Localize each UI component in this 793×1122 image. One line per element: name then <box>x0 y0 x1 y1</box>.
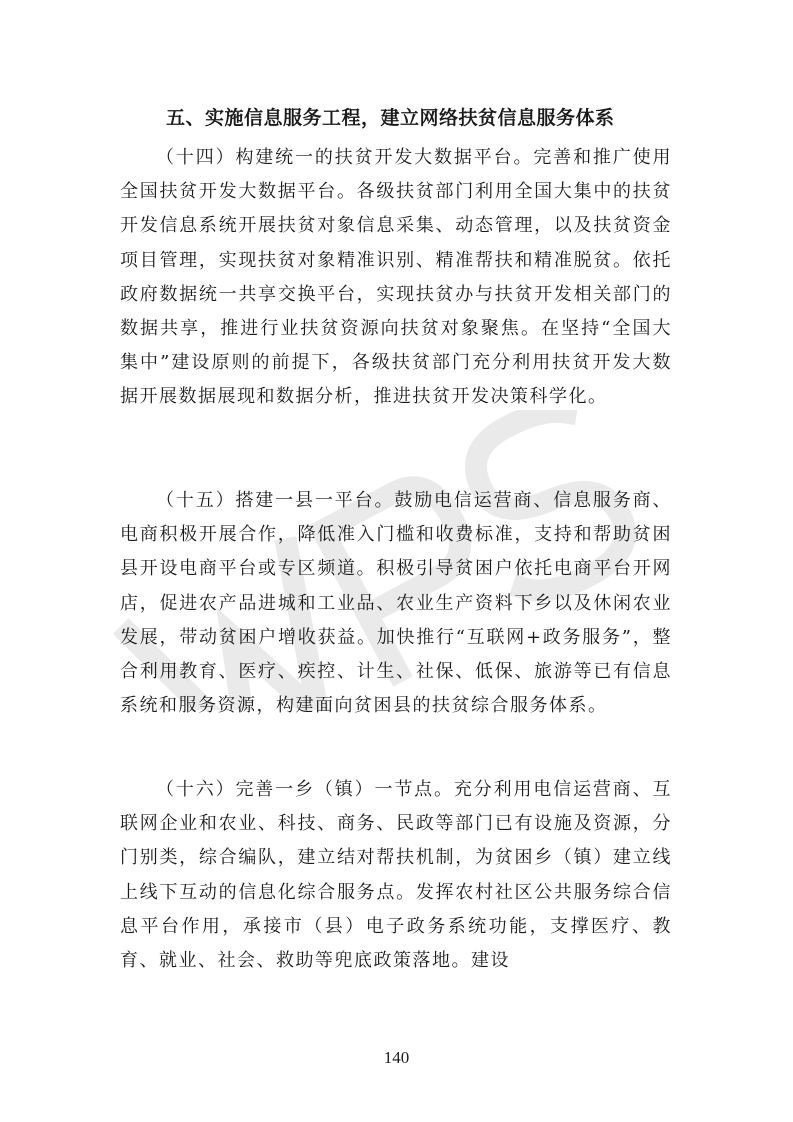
page-number: 140 <box>383 1048 410 1067</box>
paragraph-15 <box>120 484 672 723</box>
paragraph-14-body: 完善和推广使用全国扶贫开发大数据平台。各级扶贫部门利用全国大集中的扶贫开发信息系统开展扶贫对象信息采集、动态管理，以及扶贫资金项目管理，实现扶贫对象精准识别、精准帮扶和精准脱贫。依托政府数据统一共享交换平台，实现扶贫办与扶贫开发相关部门的数据共享，推进行业扶贫资源向扶贫对象聚焦。在坚持“全国大集中”建设原则的前提下，各级扶贫部门充分利用扶贫开发大数据开展数据展现和数据分析，推进扶贫开发决策科学化。 <box>120 147 673 408</box>
paragraph-15-body: 鼓励电信运营商、信息服务商、电商积极开展合作，降低准入门槛和收费标准，支持和帮助贫困县开设电商平台或专区频道。积极引导贫困户依托电商平台开网店，促进农产品进城和工业品、农业生产资料下乡以及休闲农业发展，带动贫困户增收获益。加快推行“互联网+政务服务”，整合利用教育、医疗、疾控、计生、社保、低保、旅游等已有信息系统和服务资源，构建面向贫困县的扶贫综合服务体系。 <box>120 490 673 717</box>
paragraph-14-lead: （十四）构建统一的扶贫开发大数据平台。 <box>156 147 534 168</box>
paragraph-16-body: 充分利用电信运营商、互联网企业和农业、科技、商务、民政等部门已有设施及资源，分门别类，综合编队，建立结对帮扶机制，为贫困乡（镇）建立线上线下互动的信息化综合服务点。发挥农村社区公共服务综合信息平台作用，承接市（县）电子政务系统功能，支撑医疗、教育、就业、社会、救助等兜底政策落地。建设 <box>120 779 673 972</box>
paragraph-16 <box>120 773 672 978</box>
paragraph-15-lead: （十五）搭建一县一平台。 <box>156 490 395 511</box>
paragraph-16-lead: （十六）完善一乡（镇）一节点。 <box>156 779 454 800</box>
paragraph-14 <box>120 141 672 415</box>
section-heading: 五、实施信息服务工程，建立网络扶贫信息服务体系 <box>166 107 615 129</box>
